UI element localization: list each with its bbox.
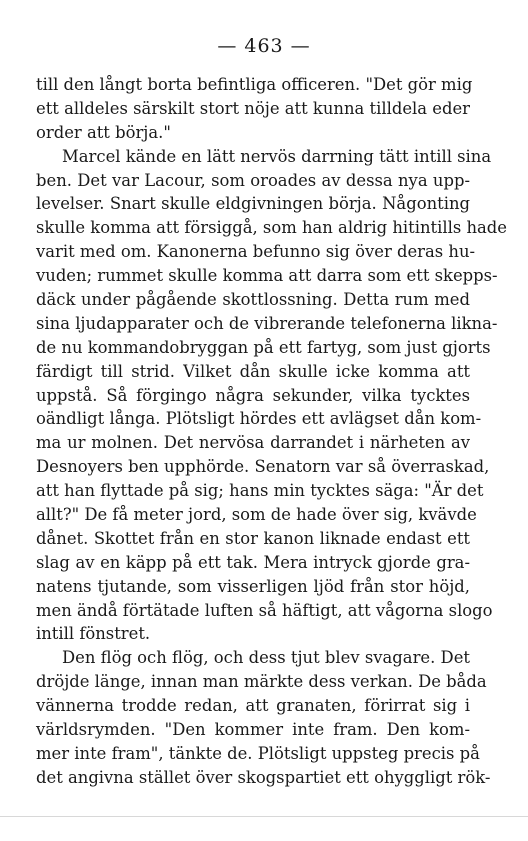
text-line: världsrymden. "Den kommer inte fram. Den kom- — [36, 720, 470, 740]
text-line: Desnoyers ben upphörde. Senatorn var så överraskad, — [36, 457, 490, 477]
text-line: Den flög och flög, och dess tjut blev svagare. Det — [62, 648, 470, 668]
text-line: intill fönstret. — [36, 624, 151, 644]
text-line: slag av en käpp på ett tak. Mera intryck gjorde gra- — [36, 552, 470, 572]
text-line: levelser. Snart skulle eldgivningen börja. Någonting — [36, 194, 470, 214]
text-line: ett alldeles särskilt stort nöje att kunna tilldela eder — [36, 98, 470, 118]
text-line: mer inte fram", tänkte de. Plötsligt uppsteg precis på — [36, 743, 480, 763]
text-line: dånet. Skottet från en stor kanon liknade endast ett — [36, 528, 470, 548]
page-number: — 463 — — [217, 35, 311, 57]
text-line: oändligt långa. Plötsligt hördes ett avlägset dån kom- — [36, 409, 482, 429]
text-line: dröjde länge, innan man märkte dess verkan. De båda — [36, 672, 487, 692]
text-line: allt?" De få meter jord, som de hade över sig, kvävde — [36, 505, 477, 525]
text-line: ben. Det var Lacour, som oroades av dessa nya upp- — [36, 170, 470, 190]
page-bottom-rule — [0, 816, 528, 817]
text-line: Marcel kände en lätt nervös darrning tätt intill sina — [62, 146, 492, 166]
text-line: natens tjutande, som visserligen ljöd från stor höjd, — [36, 576, 470, 596]
text-line: uppstå. Så förgingo några sekunder, vilka tycktes — [36, 385, 470, 405]
text-line: till den långt borta befintliga officeren. "Det gör mig — [36, 75, 473, 94]
text-line: att han flyttade på sig; hans min tycktes säga: "Är det — [36, 481, 484, 501]
text-line: sina ljudapparater och de vibrerande telefonerna likna- — [36, 313, 498, 333]
text-line: de nu kommandobryggan på ett fartyg, som just gjorts — [36, 337, 491, 357]
body-text — [36, 73, 507, 790]
text-line: men ändå förtätade luften så häftigt, att vågorna slogo — [36, 600, 493, 620]
text-line: däck under pågående skottlossning. Detta rum med — [36, 290, 470, 310]
text-line: ma ur molnen. Det nervösa darrandet i närheten av — [36, 433, 470, 453]
text-line: färdigt till strid. Vilket dån skulle icke komma att — [36, 361, 470, 381]
text-line: det angivna stället över skogspartiet ett ohyggligt rök- — [36, 767, 491, 787]
text-line: order att börja." — [36, 122, 171, 142]
text-line: vännerna trodde redan, att granaten, förirrat sig i — [36, 696, 470, 716]
text-line: vuden; rummet skulle komma att darra som ett skepps- — [36, 266, 498, 286]
text-line: varit med om. Kanonerna befunno sig över deras hu- — [36, 242, 476, 262]
text-line: skulle komma att försiggå, som han aldrig hitintills hade — [36, 218, 507, 238]
